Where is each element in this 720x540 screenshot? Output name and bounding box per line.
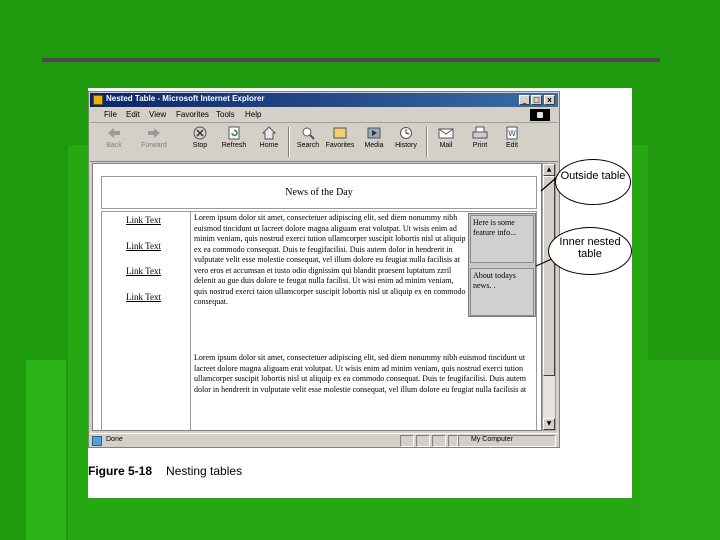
status-pane	[416, 435, 430, 447]
page-done-icon	[92, 436, 102, 446]
menu-file[interactable]: File	[104, 110, 117, 119]
svg-text:W: W	[508, 129, 516, 138]
forward-label: Forward	[141, 142, 167, 149]
nav-link[interactable]: Link Text	[126, 292, 161, 302]
page-heading: News of the Day	[285, 187, 353, 198]
security-zone-text: My Computer	[471, 436, 514, 443]
favorites-label: Favorites	[325, 142, 355, 149]
background-panel	[640, 360, 720, 540]
figure-number: Figure 5-18	[88, 464, 153, 478]
inner-table-cell: Here is some feature info...	[470, 215, 534, 263]
outside-table-callout: Outside table	[555, 159, 631, 205]
callout-leaders	[88, 88, 632, 388]
back-label: Back	[106, 142, 122, 149]
scroll-down-button[interactable]: ▼	[543, 418, 555, 430]
close-button[interactable]: x	[544, 95, 555, 105]
status-pane	[400, 435, 414, 447]
print-label: Print	[472, 142, 488, 149]
menu-view[interactable]: View	[149, 110, 167, 119]
maximize-button[interactable]: □	[531, 95, 542, 105]
outside-table-leader	[541, 178, 556, 191]
refresh-label: Refresh	[221, 142, 247, 149]
nav-link[interactable]: Link Text	[126, 215, 161, 225]
stop-label: Stop	[192, 142, 208, 149]
minimize-button[interactable]: _	[519, 95, 530, 105]
background-panel	[26, 360, 66, 540]
status-bar	[90, 433, 558, 448]
window-title: Nested Table - Microsoft Internet Explorer	[106, 94, 265, 103]
menu-help[interactable]: Help	[245, 110, 262, 119]
figure-title: Nesting tables	[166, 464, 243, 478]
body-paragraph: Lorem ipsum dolor sit amet, consectetuer adipiscing elit, sed diem nonummy nibh euismod tincidunt ut lacreet dolore magna aliguam erat volutpat. Ut wisis enim ad minim veniam, quis nostrud exerci tution ullamcorper suscipit lobortis nisl ut aliquip ex ea commodo consequat. Duis te feugifacilisi. Duis autem dolor in hendrerit in vulputate velit esse molestie consequat, vel illum dolore eu feugiat nulla facilisis at	[194, 353, 527, 394]
nav-link[interactable]: Link Text	[126, 266, 161, 276]
status-pane	[448, 435, 458, 447]
menu-tools[interactable]: Tools	[216, 110, 235, 119]
inner-table-cell: About todays news. .	[470, 268, 534, 316]
mail-label: Mail	[439, 142, 453, 149]
scroll-up-button[interactable]: ▲	[543, 164, 555, 176]
figure-caption	[88, 464, 242, 478]
home-label: Home	[259, 142, 279, 149]
nav-link[interactable]: Link Text	[126, 241, 161, 251]
menu-edit[interactable]: Edit	[126, 110, 140, 119]
history-label: History	[395, 142, 417, 149]
menu-favorites[interactable]: Favorites	[176, 110, 209, 119]
status-pane	[432, 435, 446, 447]
slide-divider-rule	[42, 58, 660, 62]
media-label: Media	[364, 142, 384, 149]
edit-label: Edit	[505, 142, 519, 149]
inner-table-callout: Inner nested table	[548, 227, 632, 275]
body-paragraph: Lorem ipsum dolor sit amet, consectetuer adipiscing elit, sed diem nonummy nibh euismod tincidunt ut lacreet dolore magna aliguam erat volutpat. Ut wisis enim ad minim veniam, quis nostrud exerci tution ullamcorper suscipit lobortis nisl ut aliquip ex ea commodo consequat. Duis te feugifacilisi. Duis autem dolor in hendrerit in vulputate velit esse molestie consequat, vel illum dolore eu feugiat nulla facilisis at vero eros et accumsan et iusto odio dignissim qui blandit praesent luptatum zzril delenit au gue duis dolore te feugat nulla facilisi. Ut wisi enim ad minim veniam, quis nostrud exerci taion ullamcorper suscipit lobortis nisl ut aliquip ex en commodo consequat.	[194, 213, 466, 306]
status-text: Done	[106, 436, 123, 443]
search-label: Search	[296, 142, 320, 149]
figure-card	[88, 88, 632, 498]
